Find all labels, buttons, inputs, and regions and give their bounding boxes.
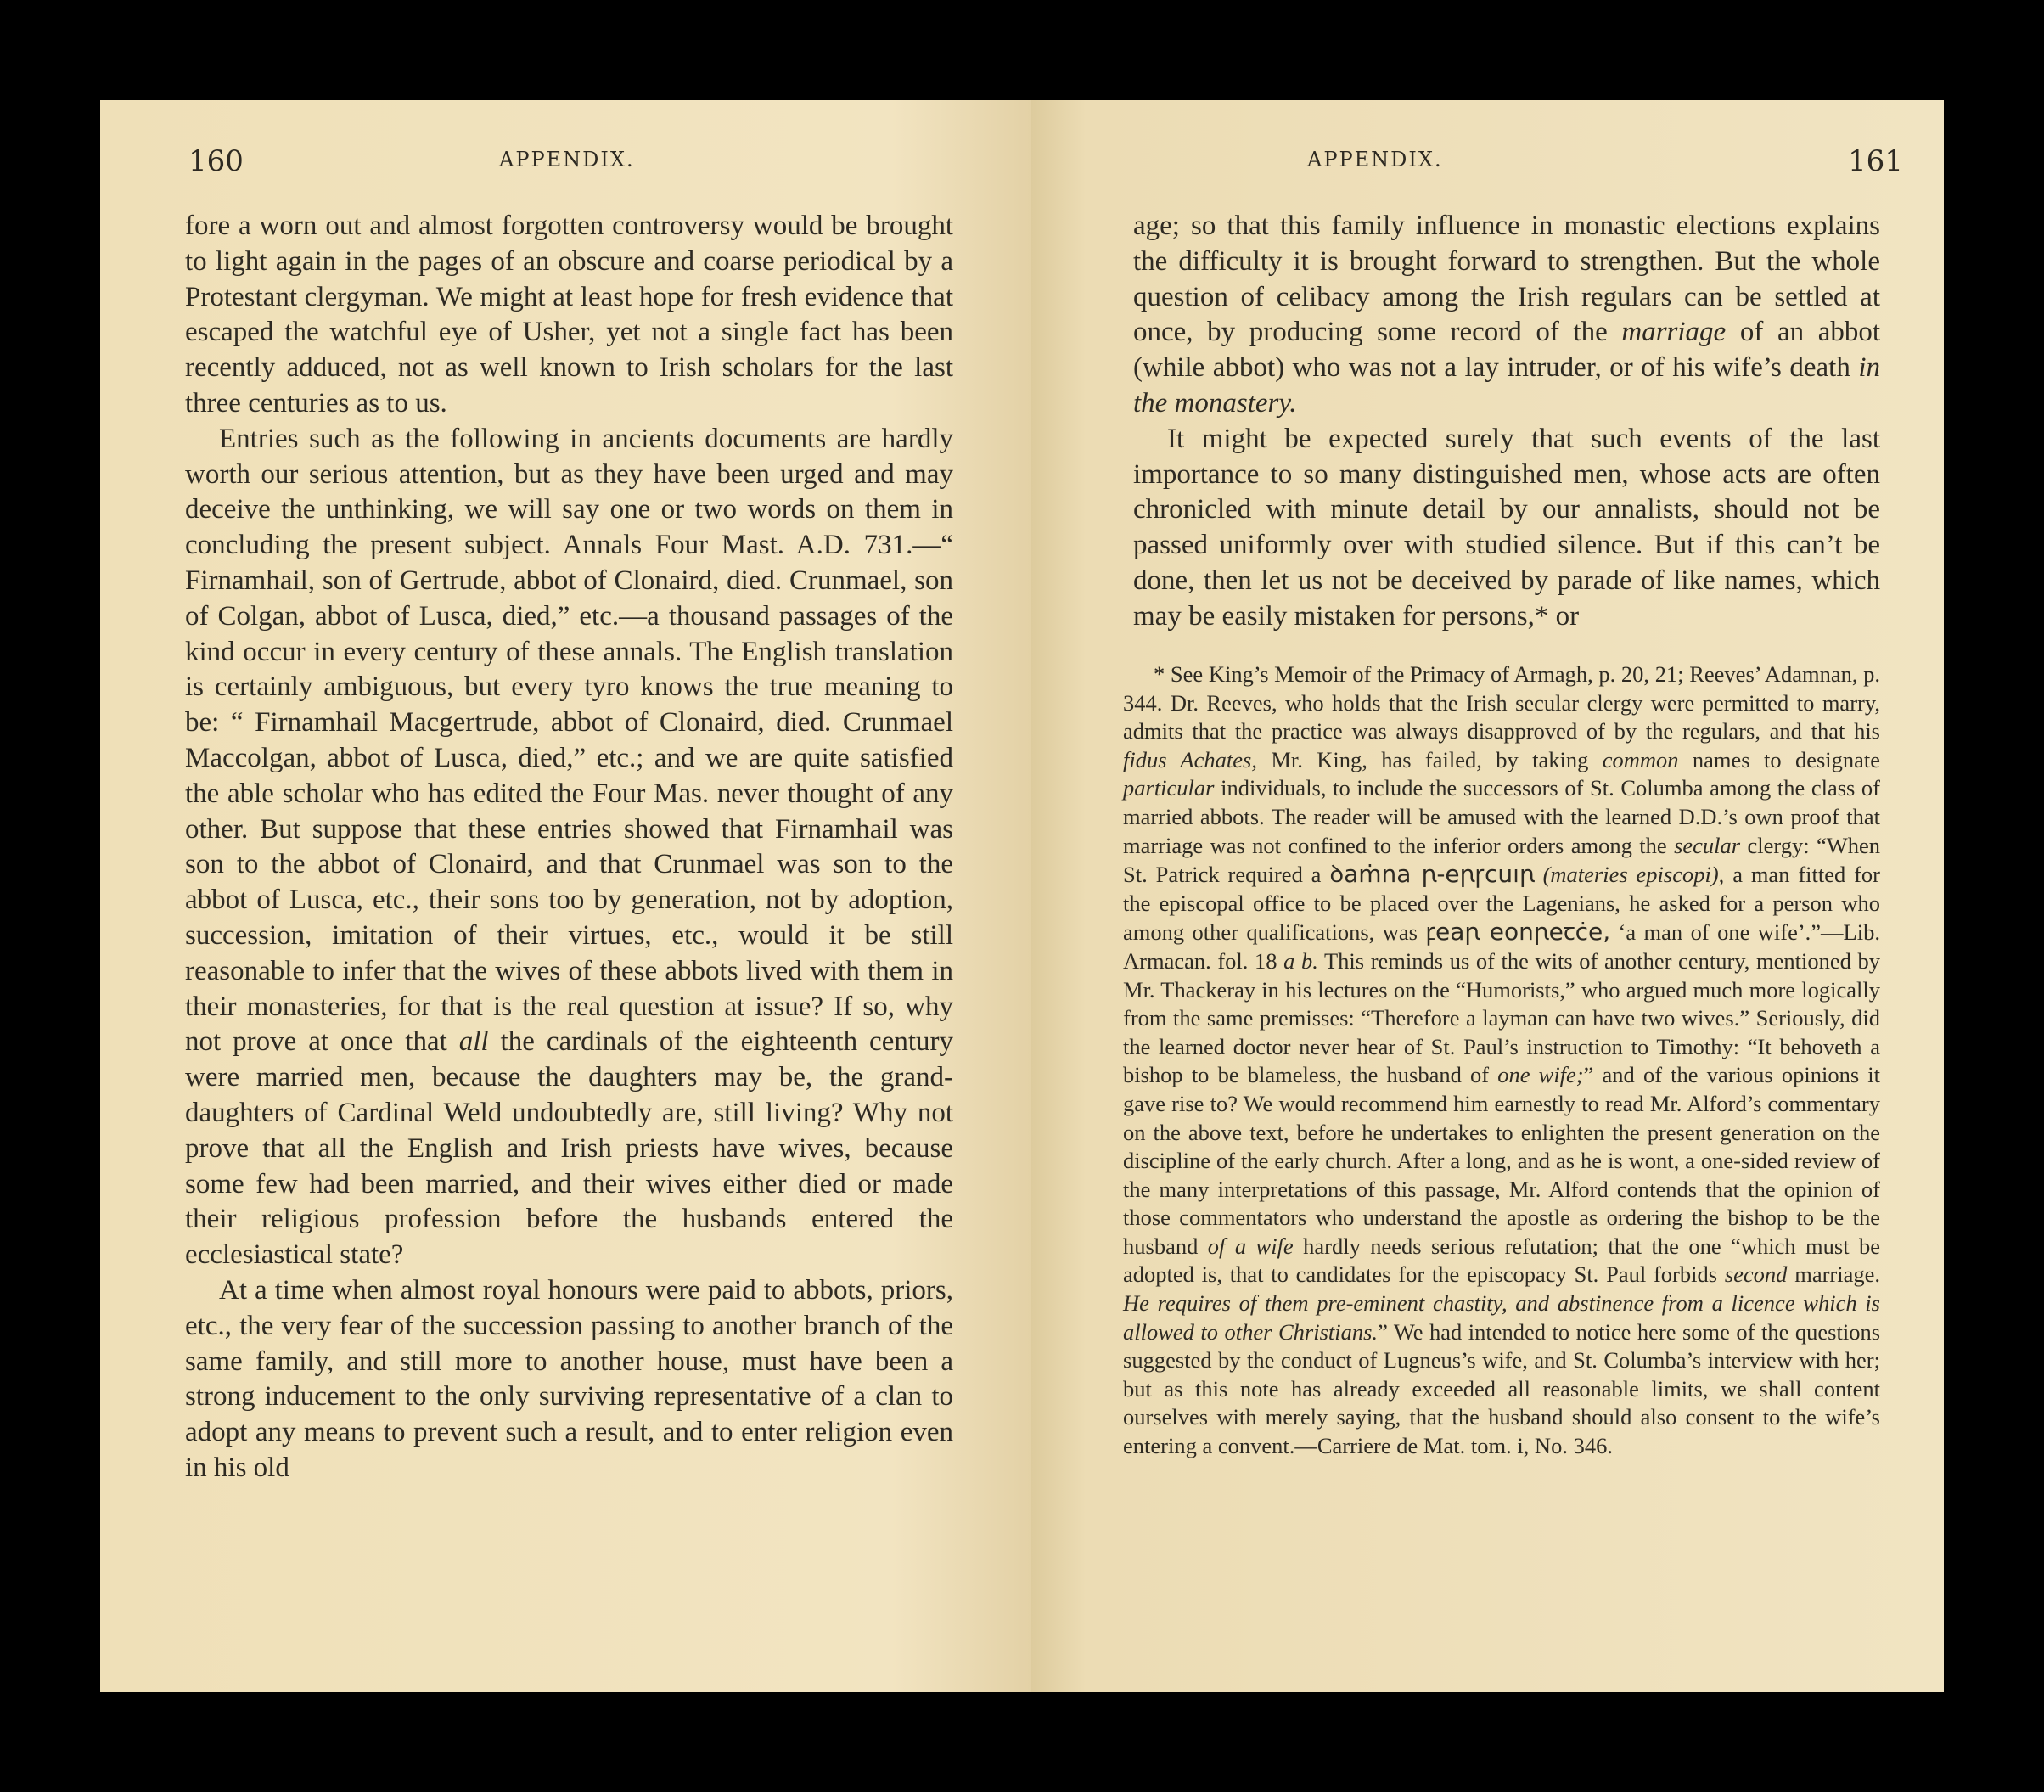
page-number: 161: [1848, 144, 1903, 178]
paragraph: fore a worn out and almost forgotten controversy would be brought to light again in the pages of an obscure and coarse periodical by a Protestant clergyman. We might at least hope for fresh evidence that escaped the watchful eye of Usher, yet not a single fact has been recently adduced, not as well known to Irish scholars for the last three centuries as to us.: [185, 211, 953, 419]
main-text: [185, 209, 953, 1486]
running-head: [100, 144, 1031, 178]
emphasis: all: [458, 1026, 489, 1058]
left-page: [100, 100, 1031, 1692]
open-book: [100, 100, 1944, 1692]
running-head: [1031, 144, 1944, 178]
running-head-title: APPENDIX.: [499, 148, 635, 171]
running-head-title: APPENDIX.: [1307, 148, 1443, 171]
paragraph: It might be expected surely that such events of the last importance to so many distinguished men, whose acts are often chronicled with minute detail by our annalists, should not be passed uniformly over with studied silence. But if this can’t be done, then let us not be deceived by parade of like names, which may be easily mistaken for persons,* or: [1133, 423, 1880, 632]
paragraph: At a time when almost royal honours were paid to abbots, priors, etc., the very fear of the succession passing to another branch of the same family, and still more to another house, must have been a strong inducement to the only surviving representative of a clan to adopt any means to prevent such a result, and to enter religion even in his old: [185, 1274, 953, 1483]
paragraph: age; so that this family influence in monastic elections explains the difficulty it is brought forward to strengthen. But the whole question of celibacy among the Irish regulars can be settled at once, by producing some record of the marriage of an abbot (while abbot) who was not a lay intruder, or of his wife’s death in the monastery.: [1133, 211, 1881, 419]
right-page: [1031, 100, 1944, 1692]
page-number: 160: [188, 144, 244, 178]
paragraph: Entries such as the following in ancients documents are hardly worth our serious attention, but as they have been urged and may deceive the unthinking, we will say one or two words on them in concluding the present subject. Annals Four Mast. A.D. 731.—“ Firnamhail, son of Gertrude, abbot of Clonaird, died. Crunmael, son of Colgan, abbot of Lusca, died,” etc.—a thousand passages of the kind occur in every century of these annals. The English translation is certainly ambiguous, but every tyro knows the true meaning to be: “ Firnamhail Macgertrude, abbot of Clonaird, died. Crunmael Maccolgan, abbot of Lusca, died,” etc.; and we are quite satisfied the able scholar who has edited the Four Mas. never thought of any other. But suppose that these entries showed that Firnamhail was son to the abbot of Clonaird, and that Crunmael was son to the abbot of Lusca, etc., their sons too by generation, not by adoption, succession, imitation of their virtues, etc., would it be still reasonable to infer that the wives of these abbots lived with them in their monasteries, for that is the real question at issue? If so, why not prove at once that all the cardinals of the eighteenth century were married men, because the daughters may be, the grand-daughters of Cardinal Weld undoubtedly are, still living? Why not prove that all the English and Irish priests have wives, because some few had been married, and their wives either died or made their religious profession before the husbands entered the ecclesiastical state?: [185, 423, 953, 1271]
main-text: [1133, 209, 1880, 635]
footnote: * See King’s Memoir of the Primacy of Armagh, p. 20, 21; Reeves’ Adamnan, p. 344. Dr. Reeves, who holds that the Irish secular clergy were permitted to marry, admits that the practice was always disapproved of by the regulars, and that his fidus Achates, Mr. King, has failed, by taking common names to designate particular individuals, to include the successors of St. Columba among the class of married abbots. The reader will be amused with the learned D.D.’s own proof that marriage was not confined to the inferior orders among the secular clergy: “When St. Patrick required a ꝺaṁna ꞃ-eꞃꞅcuıꞃ (materies episcopi), a man fitted for the episcopal office to be placed over the Lagenians, he asked for a person who among other qualifications, was ꝼeaꞃ eonꞃeꞇċe, ‘a man of one wife’.”—Lib. Armacan. fol. 18 a b. This reminds us of the wits of another century, mentioned by Mr. Thackeray in his lectures on the “Humorists,” who argued much more logically from the same premisses: “Therefore a layman can have two wives.” Seriously, did the learned doctor never hear of St. Paul’s instruction to Timothy: “It behoveth a bishop to be blameless, the husband of one wife;” and of the various opinions it gave rise to? We would recommend him earnestly to read Mr. Alford’s commentary on the above text, before he undertakes to enlighten the present generation on the discipline of the early church. After a long, and as he is wont, a one-sided review of the many interpretations of this passage, Mr. Alford contends that the opinion of those commentators who understand the apostle as ordering the bishop to be the husband of a wife hardly needs serious refutation; that the one “which must be adopted is, that to candidates for the episcopacy St. Paul forbids second marriage. He requires of them pre-eminent chastity, and abstinence from a licence which is allowed to other Christians.” We had intended to notice here some of the questions suggested by the conduct of Lugneus’s wife, and St. Columba’s interview with her; but as this note has already exceeded all reasonable limits, we shall content ourselves with merely saying, that the husband should also consent to the wife’s entering a convent.—Carriere de Mat. tom. i, No. 346.: [1123, 661, 1881, 1459]
